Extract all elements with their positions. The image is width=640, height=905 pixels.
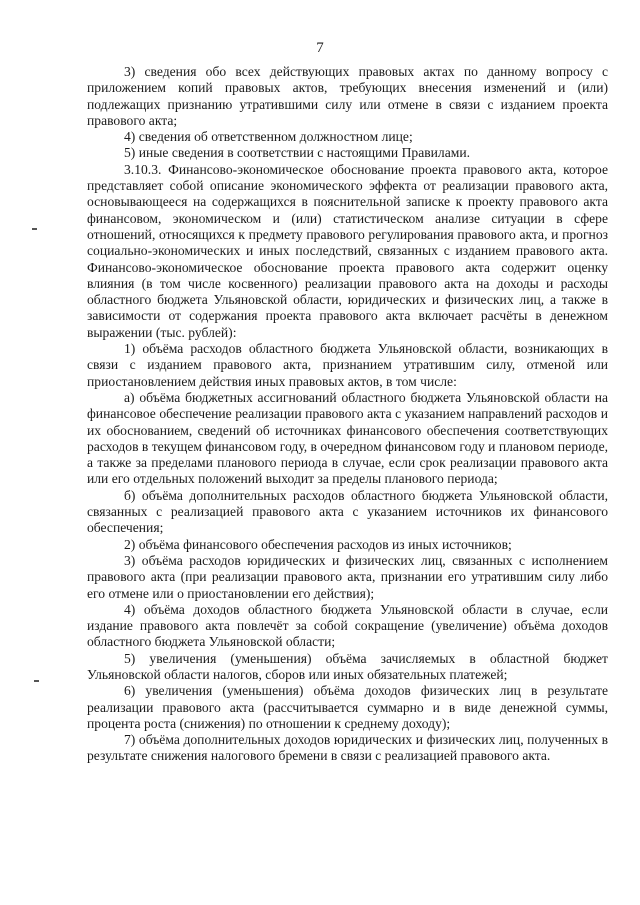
paragraph: 3) сведения обо всех действующих правовых актах по данному вопросу с приложением копий правовых актов, требующих внесения изменений и (или) подлежащих признанию утратившими силу или отмене в связи с изданием проекта правового акта; — [87, 64, 608, 128]
paragraph: 1) объёма расходов областного бюджета Ульяновской области, возникающих в связи с изданием правового акта, признанием утратившим силу, отменой или приостановлением действия иных правовых актов, в том числе: — [87, 341, 608, 389]
paragraph: 4) сведения об ответственном должностном лице; — [124, 129, 413, 145]
paragraph: 5) увеличения (уменьшения) объёма зачисляемых в областной бюджет Ульяновской области налогов, сборов или иных обязательных платежей; — [87, 650, 608, 682]
paragraph: 6) увеличения (уменьшения) объёма доходов физических лиц в результате реализации правового акта (рассчитывается суммарно и в виде денежной суммы, процента роста (снижения) по отношении к среднему доходу); — [87, 683, 608, 731]
paragraph: 7) объёма дополнительных доходов юридических и физических лиц, полученных в результате снижения налогового бремени в связи с реализацией правового акта. — [87, 732, 608, 764]
paragraph: б) объёма дополнительных расходов областного бюджета Ульяновской области, связанных с реализацией правового акта с указанием источников их финансового обеспечения; — [87, 487, 608, 536]
paragraph: 3) объёма расходов юридических и физических лиц, связанных с исполнением правового акта (при реализации правового акта, признании его утратившим силу либо его отмене или о приостановлении его действия); — [87, 552, 608, 601]
paragraph: а) объёма бюджетных ассигнований областного бюджета Ульяновской области на финансовое обеспечение реализации правового акта с указанием направлений расходов и их обоснованием, сведений об источниках финансового обеспечения соответствующих расходов в текущем финансовом году, в очередном финансовом году и плановом периоде, а также за пределами планового периода в случае, если срок реализации правового акта или его отдельных положений выходит за пределы планового периода; — [87, 389, 609, 487]
paragraph: 3.10.3. Финансово-экономическое обоснование проекта правового акта, которое представляет собой описание экономического эффекта от реализации правового акта, основывающееся на содержащихся в пояснительной записке к проекту правового акта финансовом, экономическом и (или) статистическом анализе ситуации в сфере отношений, относящихся к предмету правового регулирования правового акта, и прогноз социально-экономических и иных последствий, связанных с изданием правового акта. Финансово-экономическое обоснование проекта правового акта содержит оценку влияния (в том числе косвенного) реализации правового акта на доходы и расходы областного бюджета Ульяновской области, юридических и физических лиц, а также в зависимости от содержания проекта правового акта включает расчёты в денежном выражении (тыс. рублей): — [87, 161, 608, 340]
scan-mark — [34, 680, 39, 682]
document-body — [87, 64, 608, 765]
paragraph: 4) объёма доходов областного бюджета Ульяновской области в случае, если издание правового акта повлечёт за собой сокращение (увеличение) объёма доходов областного бюджета Ульяновской области; — [87, 601, 608, 650]
page-number: 7 — [316, 40, 324, 56]
paragraph: 5) иные сведения в соответствии с настоящими Правилами. — [124, 145, 471, 161]
paragraph: 2) объёма финансового обеспечения расходов из иных источников; — [124, 536, 512, 552]
scan-mark — [32, 228, 37, 230]
